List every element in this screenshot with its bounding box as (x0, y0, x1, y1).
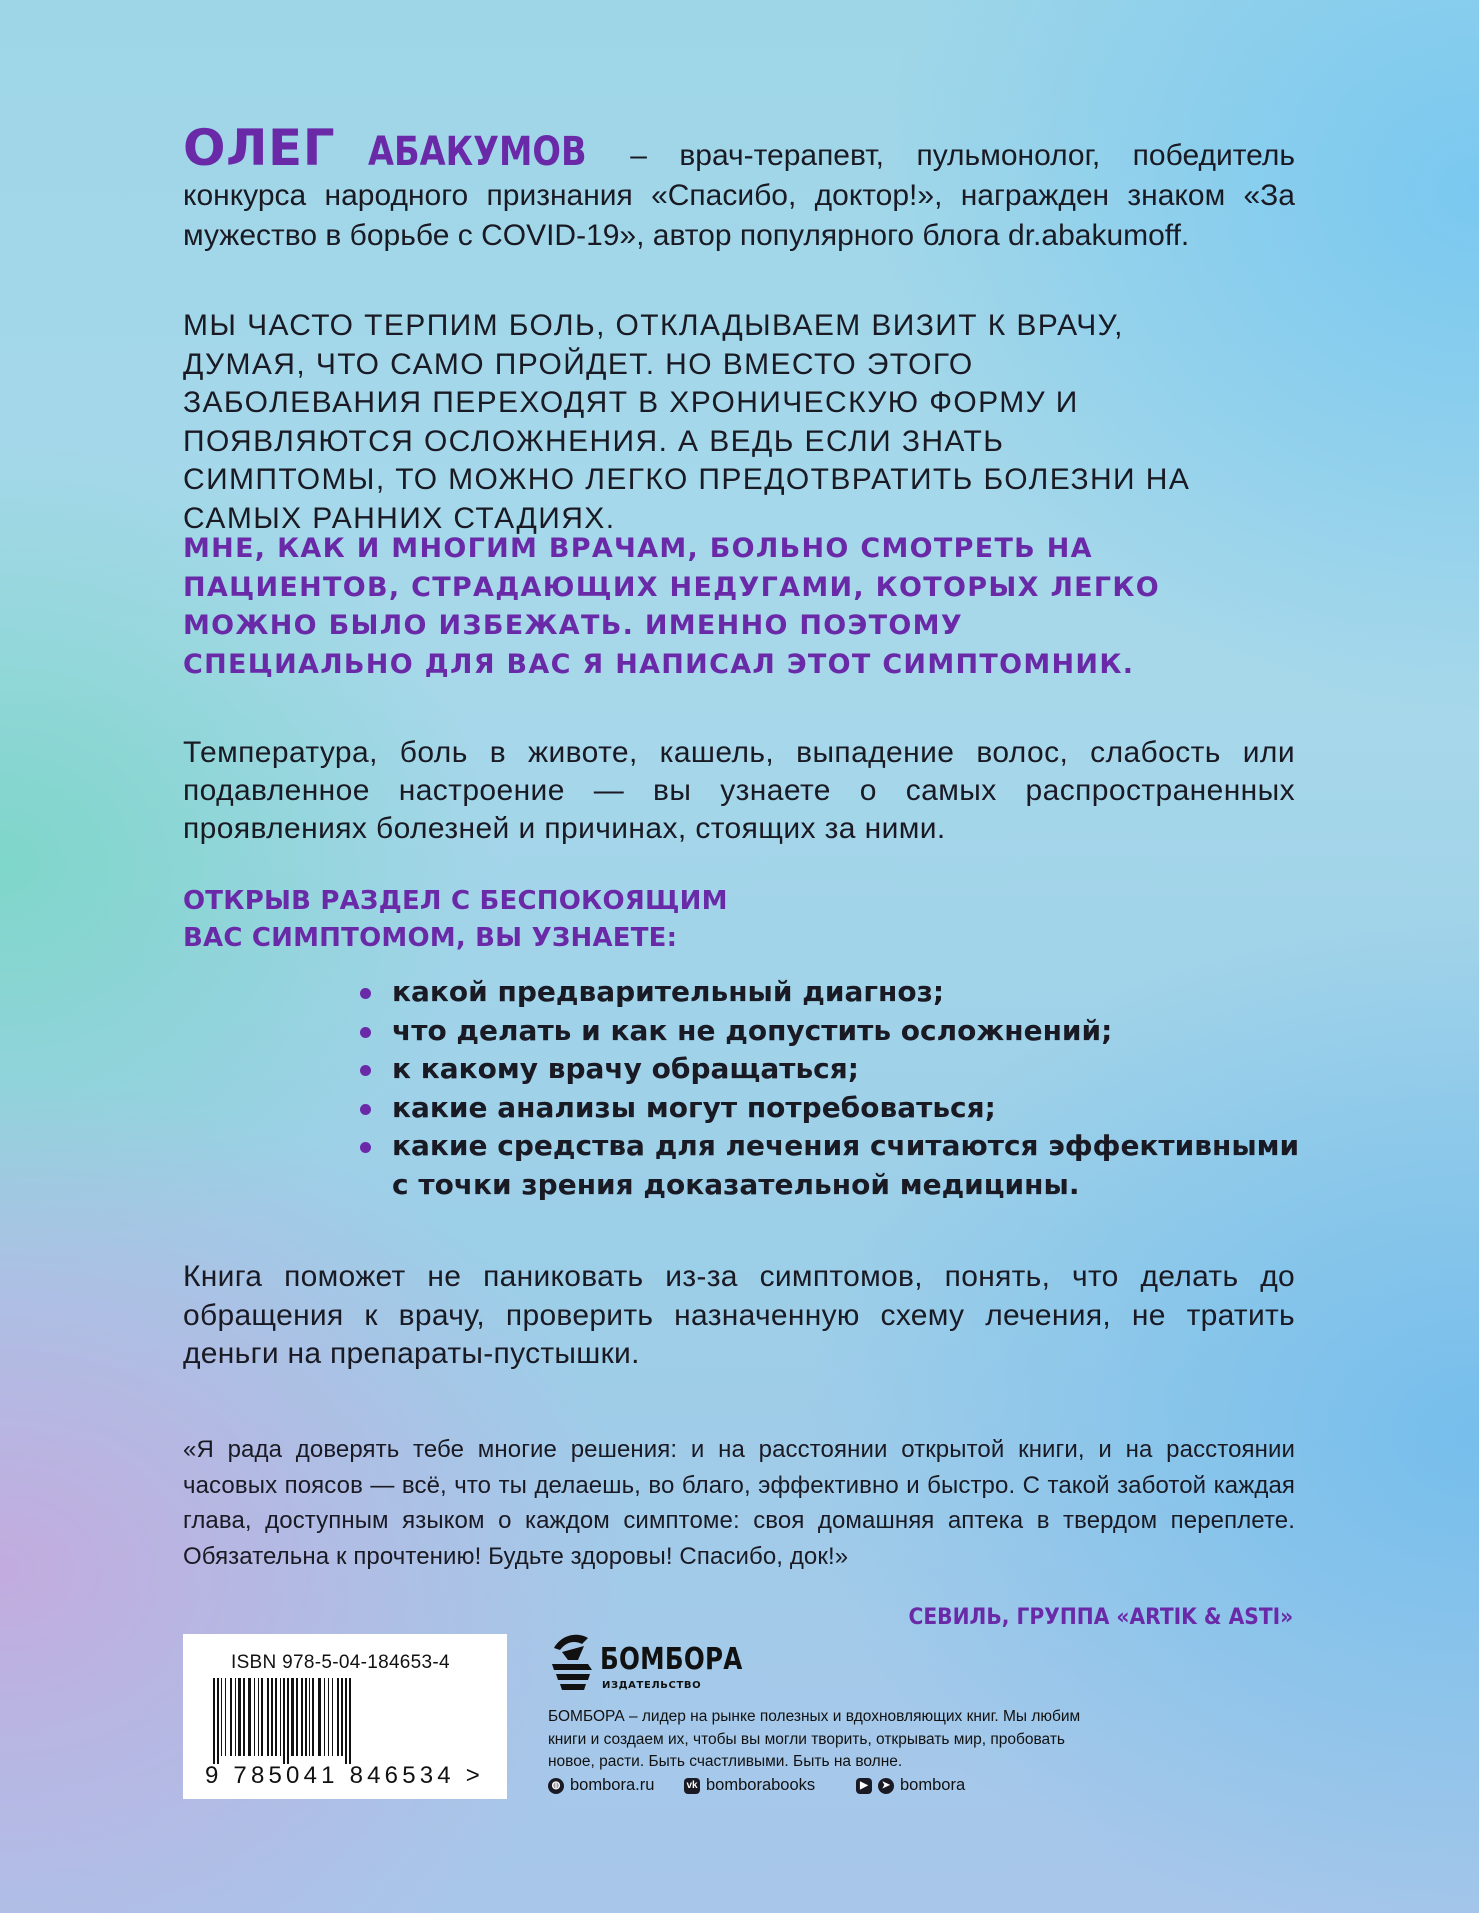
barcode-panel (183, 1634, 507, 1799)
publisher-description: БОМБОРА – лидер на рынке полезных и вдохновляющих книг. Мы любим книги и создаем их, чтобы вы могли творить, открывать мир, пробовать новое, расти. Быть счастливыми. Быть на волне. (548, 1708, 1081, 1770)
bullet-icon (360, 1142, 371, 1153)
list-item: к какому врачу обращаться; (360, 1050, 1320, 1089)
vk-icon: vk (684, 1778, 700, 1794)
globe-icon: ◍ (548, 1778, 564, 1794)
author-bio (183, 119, 1295, 256)
bullet-icon (360, 1065, 371, 1076)
link-vk[interactable]: vk bomborabooks (684, 1776, 815, 1795)
link-website[interactable]: ◍ bombora.ru (548, 1776, 654, 1795)
symptoms-paragraph: Температура, боль в животе, кашель, выпадение волос, слабость или подавленное настроение — вы узнаете о самых распространенных проявлениях болезней и причинах, стоящих за ними. (183, 736, 1295, 845)
list-item: какой предварительный диагноз; (360, 973, 1320, 1012)
section-heading (183, 883, 783, 957)
bullet-icon (360, 1104, 371, 1115)
telegram-icon: ➤ (878, 1778, 894, 1794)
testimonial-quote: «Я рада доверять тебе многие решения: и на расстоянии открытой книги, и на расстоянии часовых поясов — всё, что ты делаешь, во благо, эффективно и быстро. С такой заботой каждая глава, доступным языком о каждом симптоме: своя домашняя аптека в твердом переплете. Обязательна к прочтению! Будьте здоровы! Спасибо, док!» (183, 1436, 1295, 1570)
testimonial-author: СЕВИЛЬ, ГРУППА «ARTIK & ASTI» (908, 1605, 1293, 1630)
barcode-digits: 9 785041 846534 > (205, 1762, 484, 1789)
section-heading-line-2: ВАС СИМПТОМОМ, ВЫ УЗНАЕТЕ: (183, 923, 678, 953)
benefits-list (360, 973, 1320, 1204)
bullet-icon (360, 1027, 371, 1038)
list-item: какие средства для лечения считаются эффективными с точки зрения доказательной медицины. (360, 1127, 1320, 1204)
list-item: какие анализы могут потребоваться; (360, 1089, 1320, 1128)
isbn-label: ISBN 978-5-04-184653-4 (231, 1652, 450, 1673)
bombora-logo-icon (548, 1630, 598, 1694)
book-paragraph: Книга поможет не паниковать из-за симптомов, понять, что делать до обращения к врачу, проверить назначенную схему лечения, не тратить деньги на препараты-пустышки. (183, 1260, 1295, 1370)
bullet-icon (360, 988, 371, 999)
intro-paragraph: МЫ ЧАСТО ТЕРПИМ БОЛЬ, ОТКЛАДЫВАЕМ ВИЗИТ К ВРАЧУ, ДУМАЯ, ЧТО САМО ПРОЙДЕТ. НО ВМЕСТО ЭТОГО ЗАБОЛЕВАНИЯ ПЕРЕХОДЯТ В ХРОНИЧЕСКУЮ ФОРМУ И ПОЯВЛЯЮТСЯ ОСЛОЖНЕНИЯ. А ВЕДЬ ЕСЛИ ЗНАТЬ СИМПТОМЫ, ТО МОЖНО ЛЕГКО ПРЕДОТВРАТИТЬ БОЛЕЗНИ НА САМЫХ РАННИХ СТАДИЯХ. (183, 309, 1191, 535)
video-icon: ▶ (856, 1778, 872, 1794)
author-first-name: ОЛЕГ (183, 119, 336, 177)
publisher-subtitle: ИЗДАТЕЛЬСТВО (602, 1680, 702, 1691)
list-item: что делать и как не допустить осложнений; (360, 1012, 1320, 1051)
author-bio-text: – врач-терапевт, пульмонолог, победитель конкурса народного признания «Спасибо, доктор!», награжден знаком «За мужество в борьбе с COVID-19», автор популярного блога dr.abakumoff. (183, 139, 1295, 252)
author-last-name: АБАКУМОВ (367, 129, 587, 175)
publisher-name: БОМБОРА (600, 1642, 743, 1677)
barcode-icon (209, 1678, 481, 1764)
link-telegram[interactable]: ▶ ➤ bombora (856, 1776, 965, 1795)
highlight-paragraph: МНЕ, КАК И МНОГИМ ВРАЧАМ, БОЛЬНО СМОТРЕТЬ НА ПАЦИЕНТОВ, СТРАДАЮЩИХ НЕДУГАМИ, КОТОРЫХ ЛЕГКО МОЖНО БЫЛО ИЗБЕЖАТЬ. ИМЕННО ПОЭТОМУ СПЕЦИАЛЬНО ДЛЯ ВАС Я НАПИСАЛ ЭТОТ СИМПТОМНИК. (183, 533, 1161, 680)
publisher-links (548, 1776, 1108, 1800)
section-heading-line-1: ОТКРЫВ РАЗДЕЛ С БЕСПОКОЯЩИМ (183, 886, 728, 916)
